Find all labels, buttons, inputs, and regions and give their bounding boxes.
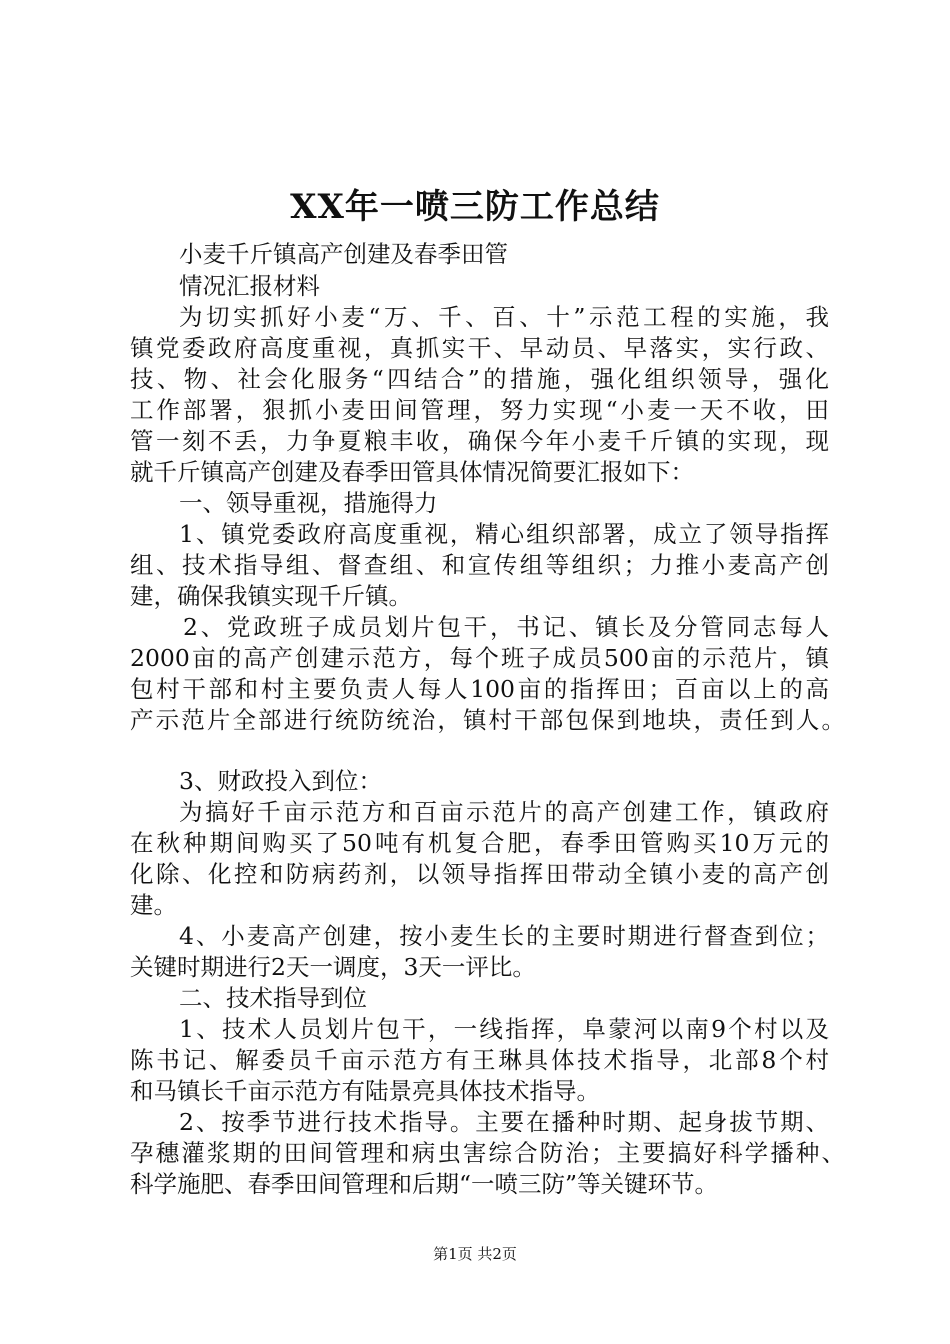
paragraph-line: 工作部署，狠抓小麦田间管理，努力实现“小麦一天不收，田 bbox=[130, 396, 829, 424]
paragraph-line: 为搞好千亩示范方和百亩示范片的高产创建工作，镇政府 bbox=[179, 798, 829, 826]
paragraph-line: 在秋种期间购买了50吨有机复合肥，春季田管购买10万元的 bbox=[130, 829, 829, 857]
paragraph-line: 就千斤镇高产创建及春季田管具体情况简要汇报如下： bbox=[130, 458, 694, 486]
paragraph-line: 组、技术指导组、督查组、和宣传组等组织；力推小麦高产创 bbox=[130, 551, 829, 579]
subtitle-line-1: 小麦千斤镇高产创建及春季田管 bbox=[179, 240, 508, 268]
page-footer: 第1页 共2页 bbox=[433, 1245, 517, 1263]
subtitle-line-2: 情况汇报材料 bbox=[179, 272, 320, 300]
paragraph-line: 产示范片全部进行统防统治，镇村干部包保到地块，责任到人。 bbox=[130, 706, 845, 734]
paragraph-line: 建。 bbox=[130, 891, 177, 919]
paragraph-line: 化除、化控和防病药剂，以领导指挥田带动全镇小麦的高产创 bbox=[130, 860, 829, 888]
paragraph-line: 关键时期进行2天一调度，3天一评比。 bbox=[130, 953, 536, 981]
section-heading: 一、领导重视，措施得力 bbox=[179, 489, 438, 517]
paragraph-line: 镇党委政府高度重视，真抓实干、早动员、早落实，实行政、 bbox=[130, 334, 829, 362]
section-heading: 二、技术指导到位 bbox=[179, 984, 367, 1012]
paragraph-line: 4、小麦高产创建，按小麦生长的主要时期进行督查到位； bbox=[179, 922, 829, 950]
paragraph-line: 2、按季节进行技术指导。主要在播种时期、起身拔节期、 bbox=[179, 1108, 829, 1136]
paragraph-line: 科学施肥、春季田间管理和后期“一喷三防”等关键环节。 bbox=[130, 1170, 719, 1198]
paragraph-line: 管一刻不丢，力争夏粮丰收，确保今年小麦千斤镇的实现，现 bbox=[130, 427, 829, 455]
section-heading: 3、财政投入到位： bbox=[179, 767, 382, 795]
paragraph-line: 2000亩的高产创建示范方，每个班子成员500亩的示范片，镇 bbox=[130, 644, 829, 672]
paragraph-line: 2、党政班子成员划片包干，书记、镇长及分管同志每人 bbox=[183, 613, 829, 641]
paragraph-line: 1、技术人员划片包干，一线指挥，阜蒙河以南9个村以及 bbox=[179, 1015, 829, 1043]
paragraph-line: 1、镇党委政府高度重视，精心组织部署，成立了领导指挥 bbox=[179, 520, 829, 548]
paragraph-line: 和马镇长千亩示范方有陆景亮具体技术指导。 bbox=[130, 1077, 600, 1105]
document-title: XX年一喷三防工作总结 bbox=[290, 187, 660, 227]
paragraph-line: 建，确保我镇实现千斤镇。 bbox=[130, 582, 412, 610]
paragraph-line: 为切实抓好小麦“万、千、百、十”示范工程的实施，我 bbox=[179, 303, 829, 331]
paragraph-line: 技、物、社会化服务“四结合”的措施，强化组织领导，强化 bbox=[130, 365, 829, 393]
paragraph-line: 包村干部和村主要负责人每人100亩的指挥田；百亩以上的高 bbox=[130, 675, 829, 703]
paragraph-line: 孕穗灌浆期的田间管理和病虫害综合防治；主要搞好科学播种、 bbox=[130, 1139, 845, 1167]
paragraph-line: 陈书记、解委员千亩示范方有王琳具体技术指导，北部8个村 bbox=[130, 1046, 829, 1074]
